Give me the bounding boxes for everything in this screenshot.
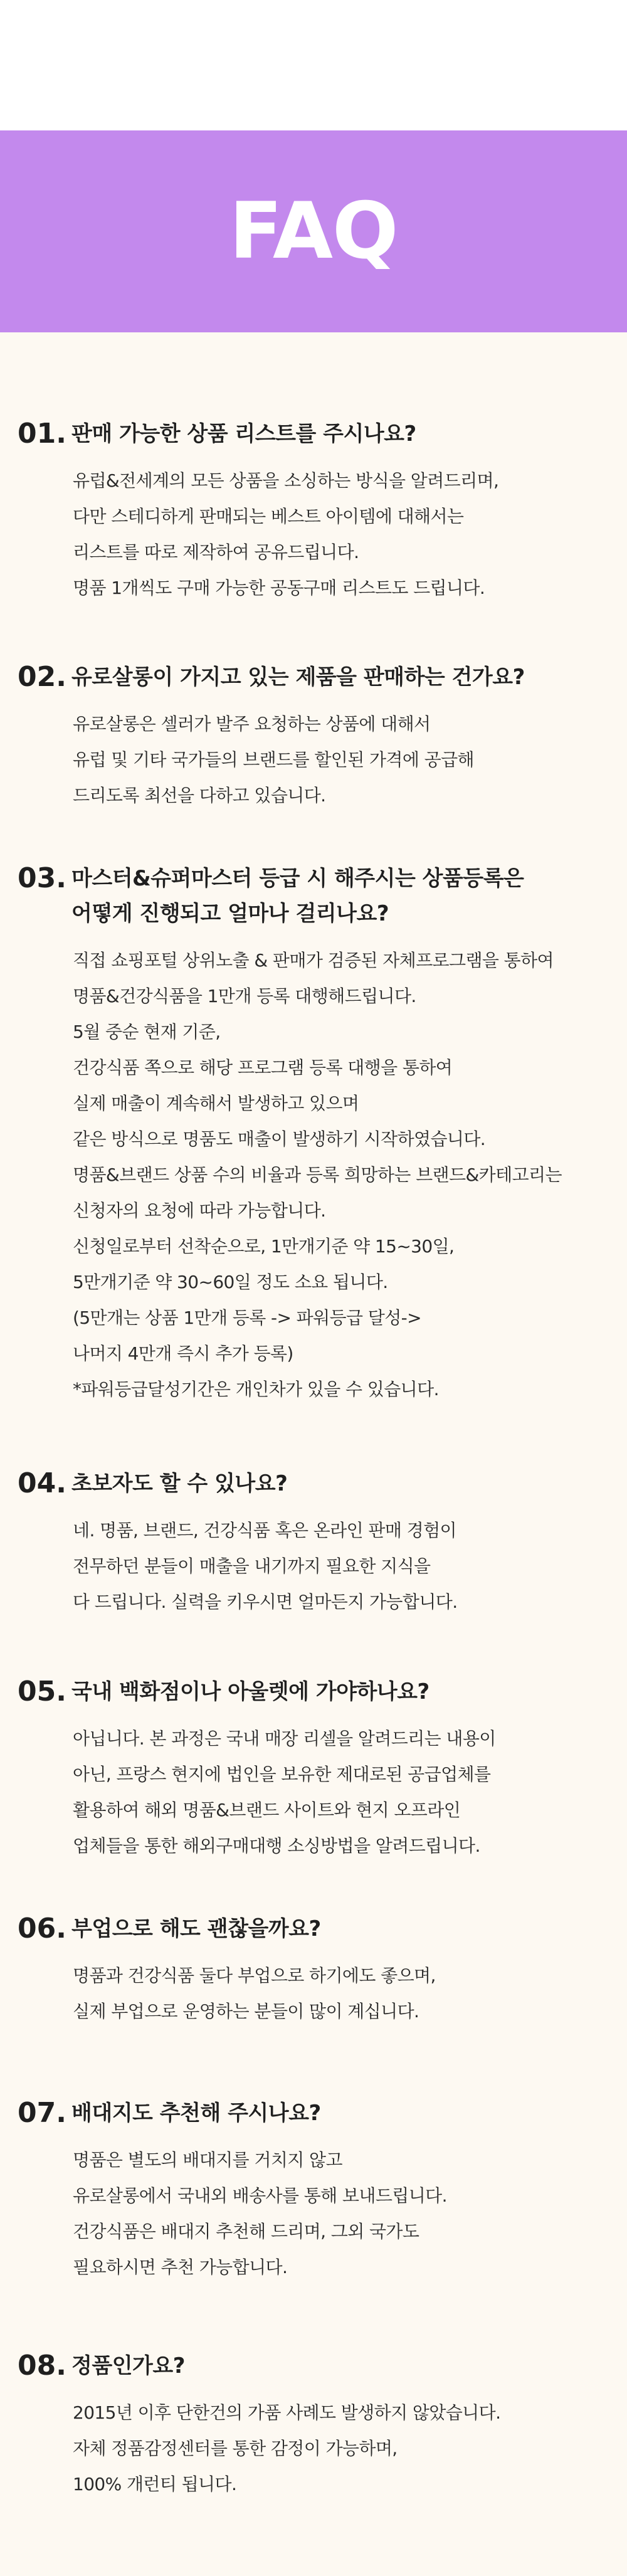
faq-answer <box>73 1721 618 1864</box>
faq-answer-line: 5만개기준 약 30~60일 정도 소요 됩니다. <box>73 1272 388 1292</box>
faq-question-row <box>18 2348 611 2383</box>
faq-question-row <box>18 1466 611 1501</box>
faq-answer-line: 건강식품 쪽으로 해당 프로그램 등록 대행을 통하여 <box>73 1057 453 1078</box>
faq-number: 07. <box>18 2097 66 2129</box>
faq-answer-line: 업체들을 통한 해외구매대행 소싱방법을 알려드립니다. <box>73 1835 480 1856</box>
faq-answer-line: 유럽 및 기타 국가들의 브랜드를 할인된 가격에 공급해 <box>73 749 474 770</box>
faq-answer <box>73 463 618 606</box>
faq-answer-line: 명품 1개씩도 구매 가능한 공동구매 리스트도 드립니다. <box>73 578 485 598</box>
faq-banner <box>0 130 627 332</box>
faq-question: 국내 백화점이나 아울렛에 가야하나요? <box>71 1679 429 1704</box>
faq-number: 02. <box>18 661 66 693</box>
faq-answer-line: 네. 명품, 브랜드, 건강식품 혹은 온라인 판매 경험이 <box>73 1520 456 1541</box>
faq-question-row <box>18 1674 611 1709</box>
faq-answer-line: 실제 부업으로 운영하는 분들이 많이 계십니다. <box>73 2001 419 2022</box>
faq-answer-line: 신청일로부터 선착순으로, 1만개기준 약 15~30일, <box>73 1236 455 1257</box>
faq-answer-line: 유로살롱은 셀러가 발주 요청하는 상품에 대해서 <box>73 714 431 734</box>
faq-number: 06. <box>18 1913 66 1945</box>
faq-answer-line: (5만개는 상품 1만개 등록 -> 파워등급 달성-> <box>73 1307 422 1328</box>
faq-answer-line: 직접 쇼핑포털 상위노출 & 판매가 검증된 자체프로그램을 통하여 <box>73 950 554 971</box>
faq-answer-line: 명품&브랜드 상품 수의 비율과 등록 희망하는 브랜드&카테고리는 <box>73 1164 562 1185</box>
faq-answer-line: *파워등급달성기간은 개인차가 있을 수 있습니다. <box>73 1379 439 1400</box>
faq-answer <box>73 2142 618 2285</box>
faq-answer-line: 유로살롱에서 국내외 배송사를 통해 보내드립니다. <box>73 2185 447 2206</box>
faq-answer-line: 건강식품은 배대지 추천해 드리며, 그외 국가도 <box>73 2221 419 2242</box>
faq-answer-line: 자체 정품감정센터를 통한 감정이 가능하며, <box>73 2438 398 2459</box>
faq-answer-line: 다 드립니다. 실력을 키우시면 얼마든지 가능합니다. <box>73 1592 458 1612</box>
faq-answer-line: 다만 스테디하게 판매되는 베스트 아이템에 대해서는 <box>73 506 464 527</box>
faq-answer-line: 신청자의 요청에 따라 가능합니다. <box>73 1200 326 1221</box>
faq-question: 정품인가요? <box>71 2353 185 2378</box>
faq-answer-line: 명품은 별도의 배대지를 거치지 않고 <box>73 2150 342 2170</box>
faq-answer-line: 아닌, 프랑스 현지에 법인을 보유한 제대로된 공급업체를 <box>73 1764 491 1785</box>
faq-number: 05. <box>18 1676 66 1708</box>
faq-question: 판매 가능한 상품 리스트를 주시나요? <box>71 421 416 446</box>
faq-question-row <box>18 660 611 695</box>
faq-question: 초보자도 할 수 있나요? <box>71 1471 288 1496</box>
faq-answer-line: 100% 개런티 됩니다. <box>73 2474 237 2494</box>
faq-question-row <box>18 861 611 931</box>
faq-answer-line: 전무하던 분들이 매출을 내기까지 필요한 지식을 <box>73 1556 431 1576</box>
faq-question-row <box>18 416 611 451</box>
faq-answer-line: 실제 매출이 계속해서 발생하고 있으며 <box>73 1093 359 1114</box>
faq-answer-line: 유럽&전세계의 모든 상품을 소싱하는 방식을 알려드리며, <box>73 470 499 491</box>
faq-answer-line: 2015년 이후 단한건의 가품 사례도 발생하지 않았습니다. <box>73 2402 501 2423</box>
faq-question-line: 어떻게 진행되고 얼마나 걸리나요? <box>71 901 389 926</box>
faq-answer-line: 명품과 건강식품 둘다 부업으로 하기에도 좋으며, <box>73 1965 436 1986</box>
faq-answer-line: 활용하여 해외 명품&브랜드 사이트와 현지 오프라인 <box>73 1800 461 1820</box>
faq-answer-line: 같은 방식으로 명품도 매출이 발생하기 시작하였습니다. <box>73 1129 486 1149</box>
faq-answer-line: 드리도록 최선을 다하고 있습니다. <box>73 785 326 806</box>
faq-answer <box>73 1512 618 1620</box>
faq-answer-line: 명품&건강식품을 1만개 등록 대행해드립니다. <box>73 986 416 1006</box>
faq-number: 08. <box>18 2350 66 2382</box>
faq-answer-line: 리스트를 따로 제작하여 공유드립니다. <box>73 542 359 562</box>
faq-question: 부업으로 해도 괜찮을까요? <box>71 1916 321 1941</box>
faq-answer <box>73 1958 618 2029</box>
faq-answer <box>73 942 618 1407</box>
faq-question: 배대지도 추천해 주시나요? <box>71 2101 321 2126</box>
faq-answer-line: 아닙니다. 본 과정은 국내 매장 리셀을 알려드리는 내용이 <box>73 1728 496 1749</box>
faq-answer-line: 필요하시면 추천 가능합니다. <box>73 2257 288 2278</box>
faq-question-line: 마스터&슈퍼마스터 등급 시 해주시는 상품등록은 <box>71 866 524 891</box>
page-title: FAQ <box>229 186 398 277</box>
faq-answer-line: 나머지 4만개 즉시 추가 등록) <box>73 1343 293 1364</box>
faq-number: 03. <box>18 862 66 894</box>
faq-number: 04. <box>18 1467 66 1499</box>
faq-answer-line: 5월 중순 현재 기준, <box>73 1021 221 1042</box>
faq-number: 01. <box>18 418 66 450</box>
faq-question-row <box>18 2096 611 2131</box>
faq-answer <box>73 2395 618 2502</box>
top-whitespace <box>0 0 627 130</box>
faq-question-row <box>18 1911 611 1946</box>
faq-question: 유로살롱이 가지고 있는 제품을 판매하는 건가요? <box>71 665 525 690</box>
faq-question <box>71 861 611 931</box>
faq-answer <box>73 706 618 813</box>
